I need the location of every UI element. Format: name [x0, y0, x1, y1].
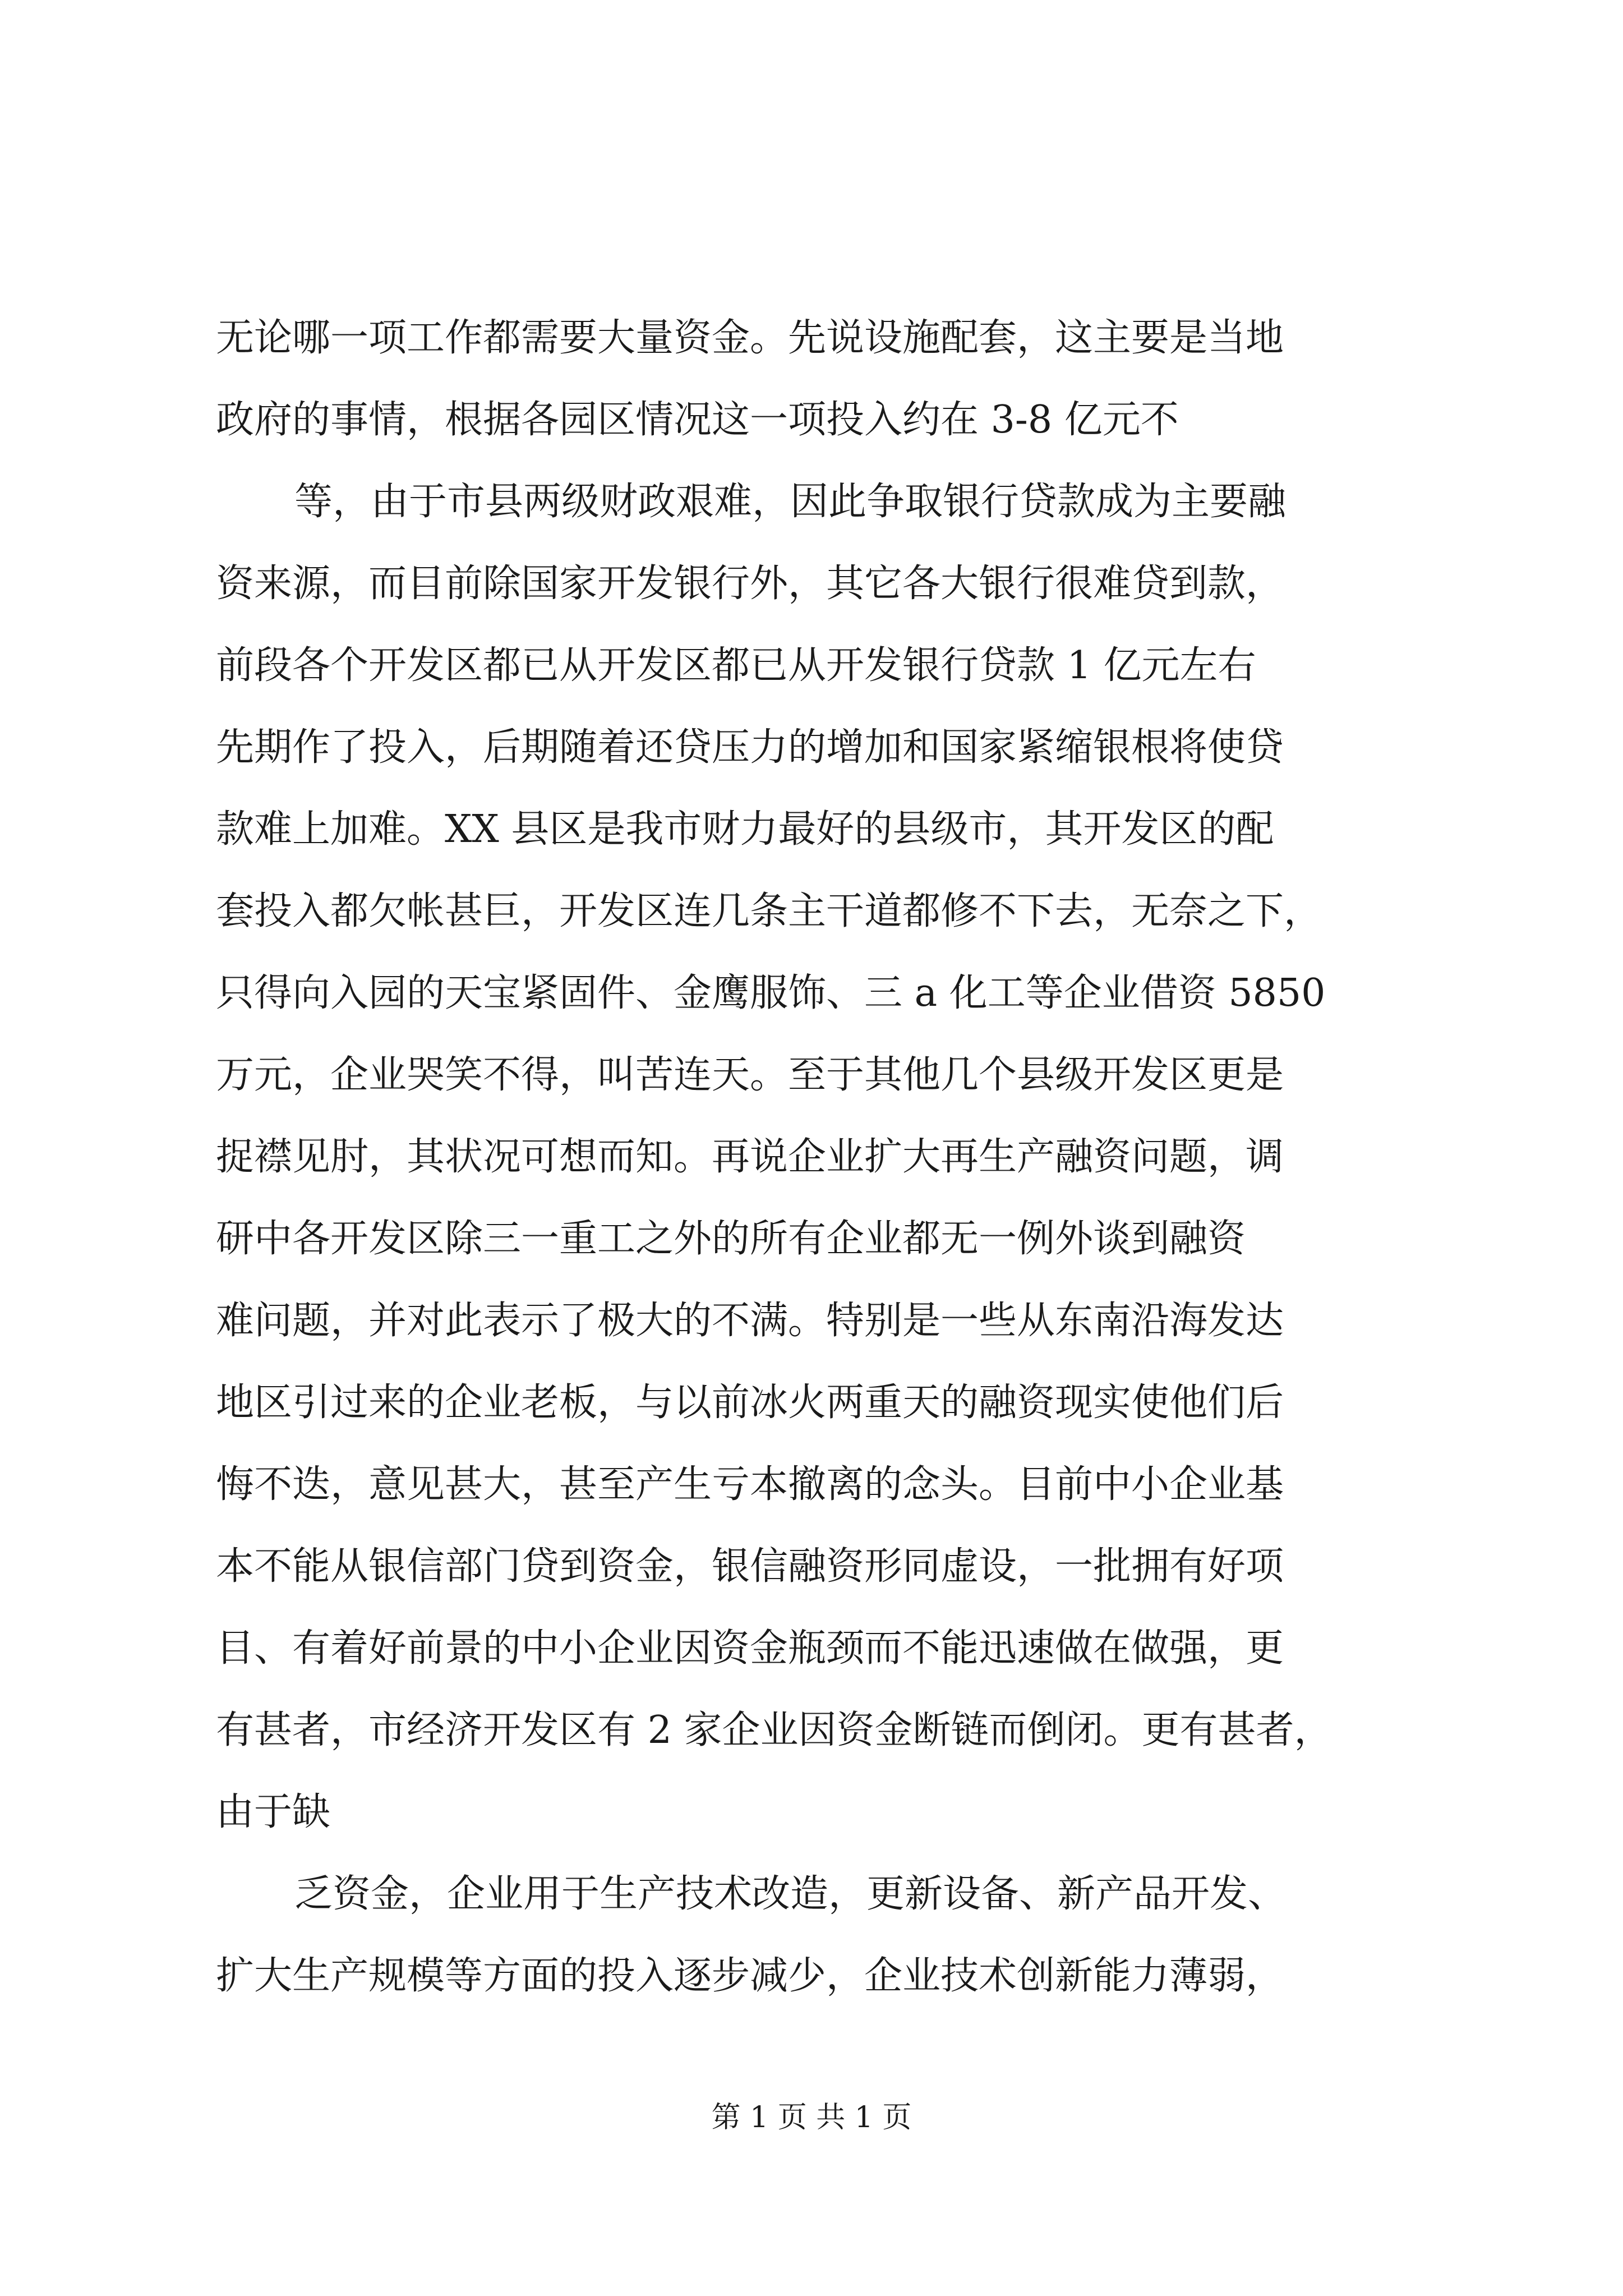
text-line: 只得向入园的天宝紧固件、金鹰服饰、三 a 化工等企业借资 5850	[216, 971, 1326, 1015]
text-line: 目、有着好前景的中小企业因资金瓶颈而不能迅速做在做强，更	[216, 1626, 1284, 1671]
page-number-label: 第 1 页 共 1 页	[711, 2101, 912, 2134]
text-line: 地区引过来的企业老板，与以前冰火两重天的融资现实使他们后	[216, 1381, 1284, 1425]
text-line: 研中各开发区除三一重工之外的所有企业都无一例外谈到融资	[216, 1217, 1246, 1261]
text-line: 等，由于市县两级财政艰难，因此争取银行贷款成为主要融	[294, 480, 1287, 524]
text-line: 资来源，而目前除国家开发银行外，其它各大银行很难贷到款，	[216, 562, 1284, 606]
text-line: 万元，企业哭笑不得，叫苦连天。至于其他几个县级开发区更是	[216, 1053, 1284, 1097]
text-line: 政府的事情，根据各园区情况这一项投入约在 3-8 亿元不	[216, 398, 1179, 442]
paragraph-3	[216, 1853, 1416, 2017]
text-line: 有甚者，市经济开发区有 2 家企业因资金断链而倒闭。更有甚者，	[216, 1708, 1332, 1752]
text-line: 悔不迭，意见甚大，甚至产生亏本撤离的念头。目前中小企业基	[216, 1462, 1284, 1507]
text-line: 由于缺	[216, 1790, 331, 1834]
text-line: 扩大生产规模等方面的投入逐步减少，企业技术创新能力薄弱，	[216, 1954, 1284, 1998]
text-line: 套投入都欠帐甚巨，开发区连几条主干道都修不下去，无奈之下，	[216, 889, 1322, 933]
page-footer	[0, 2098, 1623, 2137]
text-line: 款难上加难。XX 县区是我市财力最好的县级市，其开发区的配	[216, 807, 1274, 852]
text-line: 无论哪一项工作都需要大量资金。先说设施配套，这主要是当地	[216, 316, 1284, 360]
text-line: 捉襟见肘，其状况可想而知。再说企业扩大再生产融资问题，调	[216, 1135, 1284, 1179]
text-line: 乏资金，企业用于生产技术改造，更新设备、新产品开发、	[294, 1872, 1287, 1916]
paragraph-2	[216, 461, 1416, 1853]
text-line: 先期作了投入，后期随着还贷压力的增加和国家紧缩银根将使贷	[216, 725, 1284, 770]
paragraph-1	[216, 297, 1416, 461]
document-body	[216, 297, 1416, 2017]
text-line: 难问题，并对此表示了极大的不满。特别是一些从东南沿海发达	[216, 1299, 1284, 1343]
text-line: 本不能从银信部门贷到资金，银信融资形同虚设，一批拥有好项	[216, 1544, 1284, 1589]
text-line: 前段各个开发区都已从开发区都已从开发银行贷款 1 亿元左右	[216, 643, 1256, 688]
